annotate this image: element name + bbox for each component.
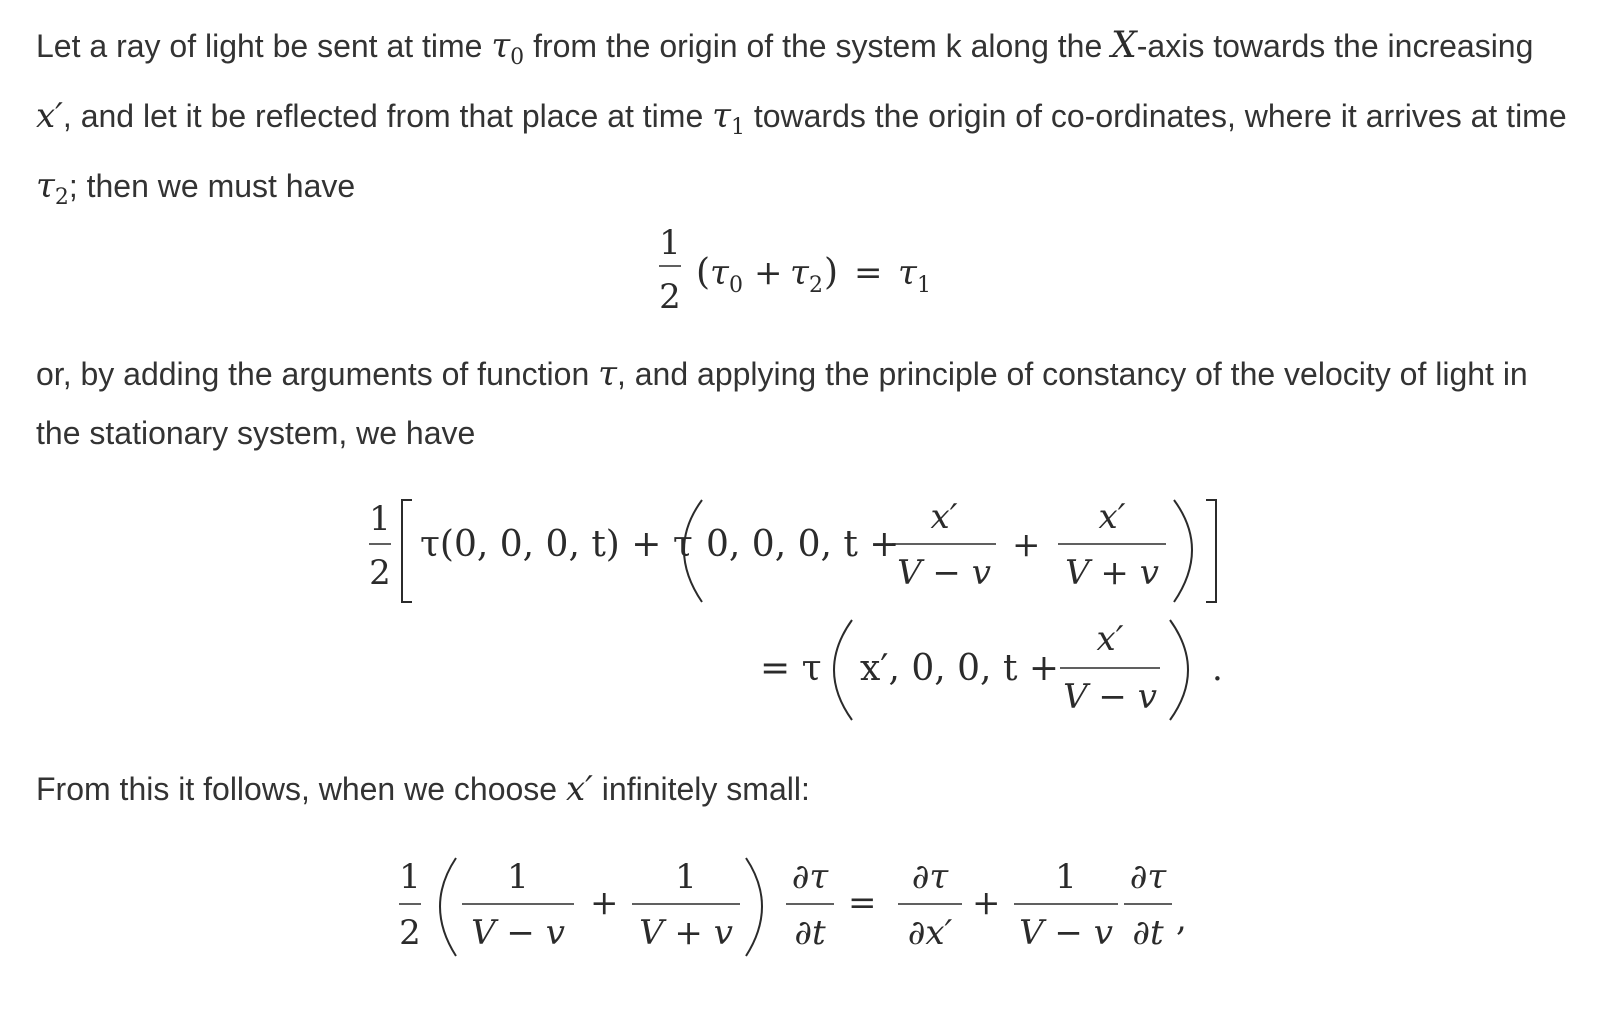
eq3-half-numerator: 1 <box>399 857 421 897</box>
p1-text-e: towards the origin of co-ordinates, where it arrives at time <box>744 98 1567 134</box>
tau-symbol: τ <box>598 354 617 394</box>
tau1-symbol: $\tau_1$ <box>712 96 745 140</box>
eq1-tau-b: τ <box>790 253 809 293</box>
eq1-equals: = <box>854 253 883 293</box>
eq3-d2-denominator: ∂x′ <box>907 913 953 953</box>
eq2-left-bracket <box>402 500 412 602</box>
equation-differential <box>390 846 1220 966</box>
eq2-inner-args: 0, 0, 0, t + <box>706 524 900 565</box>
eq3-d1-numerator: ∂τ <box>791 857 829 897</box>
equation-half-sum-tau <box>640 218 960 318</box>
p1-text-b: from the origin of the system k along the <box>524 28 1112 64</box>
paragraph-ray-of-light <box>36 16 1576 227</box>
eq3-half-denominator: 2 <box>399 913 421 953</box>
eq2-half-numerator: 1 <box>369 499 391 539</box>
eq2-right-paren-big <box>1174 500 1192 602</box>
eq3-d3-numerator: ∂τ <box>1129 857 1167 897</box>
eq3-d2-numerator: ∂τ <box>911 857 949 897</box>
p3-text-b: infinitely small: <box>592 771 810 807</box>
eq1-tau-a: τ <box>710 253 729 293</box>
p1-text-a: Let a ray of light be sent at time <box>36 28 492 64</box>
eq3-f2-denominator: V + v <box>639 913 733 953</box>
x-prime-symbol: x′ <box>565 769 593 809</box>
eq2-frac-c-denominator: V − v <box>1063 677 1157 717</box>
eq2-term1: τ(0, 0, 0, t) + τ <box>420 524 693 565</box>
eq1-tau-c: τ <box>898 253 917 293</box>
eq3-d3-denominator: ∂t <box>1132 913 1164 953</box>
paragraph-adding-arguments <box>36 345 1576 463</box>
eq2-frac-b-numerator: x′ <box>1098 497 1126 537</box>
eq3-plus: + <box>590 883 619 923</box>
p2-text-a: or, by adding the arguments of function <box>36 356 599 392</box>
paragraph-infinitely-small <box>36 760 1576 819</box>
tau2-symbol: $\tau_2$ <box>36 166 69 210</box>
x-prime-symbol: x′ <box>36 96 63 136</box>
eq3-comma: , <box>1176 899 1187 939</box>
eq2-line2-lhs: = τ <box>760 648 822 689</box>
eq1-plus: + <box>754 253 783 293</box>
eq1-denominator: 2 <box>659 277 681 317</box>
eq3-left-paren <box>440 858 456 956</box>
eq1-right-paren: ) <box>824 252 839 293</box>
eq2-frac-a-denominator: V − v <box>897 553 991 593</box>
p1-text-f: ; then we must have <box>68 168 356 204</box>
eq2-line2-inner: x′, 0, 0, t + <box>860 648 1060 689</box>
eq1-sub1: 1 <box>917 273 931 298</box>
eq2-line2-right-paren <box>1170 620 1188 720</box>
equation-light-reflection <box>360 492 1260 732</box>
eq1-left-paren: ( <box>696 252 711 293</box>
eq1-sub2: 2 <box>809 273 823 298</box>
eq3-f1-denominator: V − v <box>471 913 565 953</box>
p2-text-b: , and applying the principle of constancy of the velocity of light in the stationary system, we have <box>36 356 1528 451</box>
eq3-f2-numerator: 1 <box>675 857 697 897</box>
x-axis-symbol: X <box>1111 25 1137 66</box>
p3-text-a: From this it follows, when we choose <box>36 771 566 807</box>
eq3-d1-denominator: ∂t <box>794 913 826 953</box>
eq3-equals: = <box>848 883 877 923</box>
eq3-right-paren <box>746 858 762 956</box>
eq2-period: . <box>1212 649 1223 689</box>
p1-text-d: , and let it be reflected from that place at time <box>62 98 713 134</box>
eq3-plus2: + <box>972 883 1001 923</box>
eq3-f1-numerator: 1 <box>507 857 529 897</box>
eq2-line2-left-paren <box>834 620 852 720</box>
eq2-half-denominator: 2 <box>369 553 391 593</box>
eq2-plus: + <box>1012 525 1041 565</box>
eq2-frac-a-numerator: x′ <box>930 497 958 537</box>
eq2-frac-b-denominator: V + v <box>1065 553 1159 593</box>
p1-text-c: -axis towards the increasing <box>1136 28 1534 64</box>
eq2-right-bracket <box>1206 500 1216 602</box>
eq2-frac-c-numerator: x′ <box>1096 619 1124 659</box>
eq3-f3-numerator: 1 <box>1055 857 1077 897</box>
eq1-sub0: 0 <box>729 273 743 298</box>
eq1-numerator: 1 <box>659 223 681 263</box>
tau0-symbol: $\tau_0$ <box>491 26 525 70</box>
eq3-f3-denominator: V − v <box>1019 913 1113 953</box>
